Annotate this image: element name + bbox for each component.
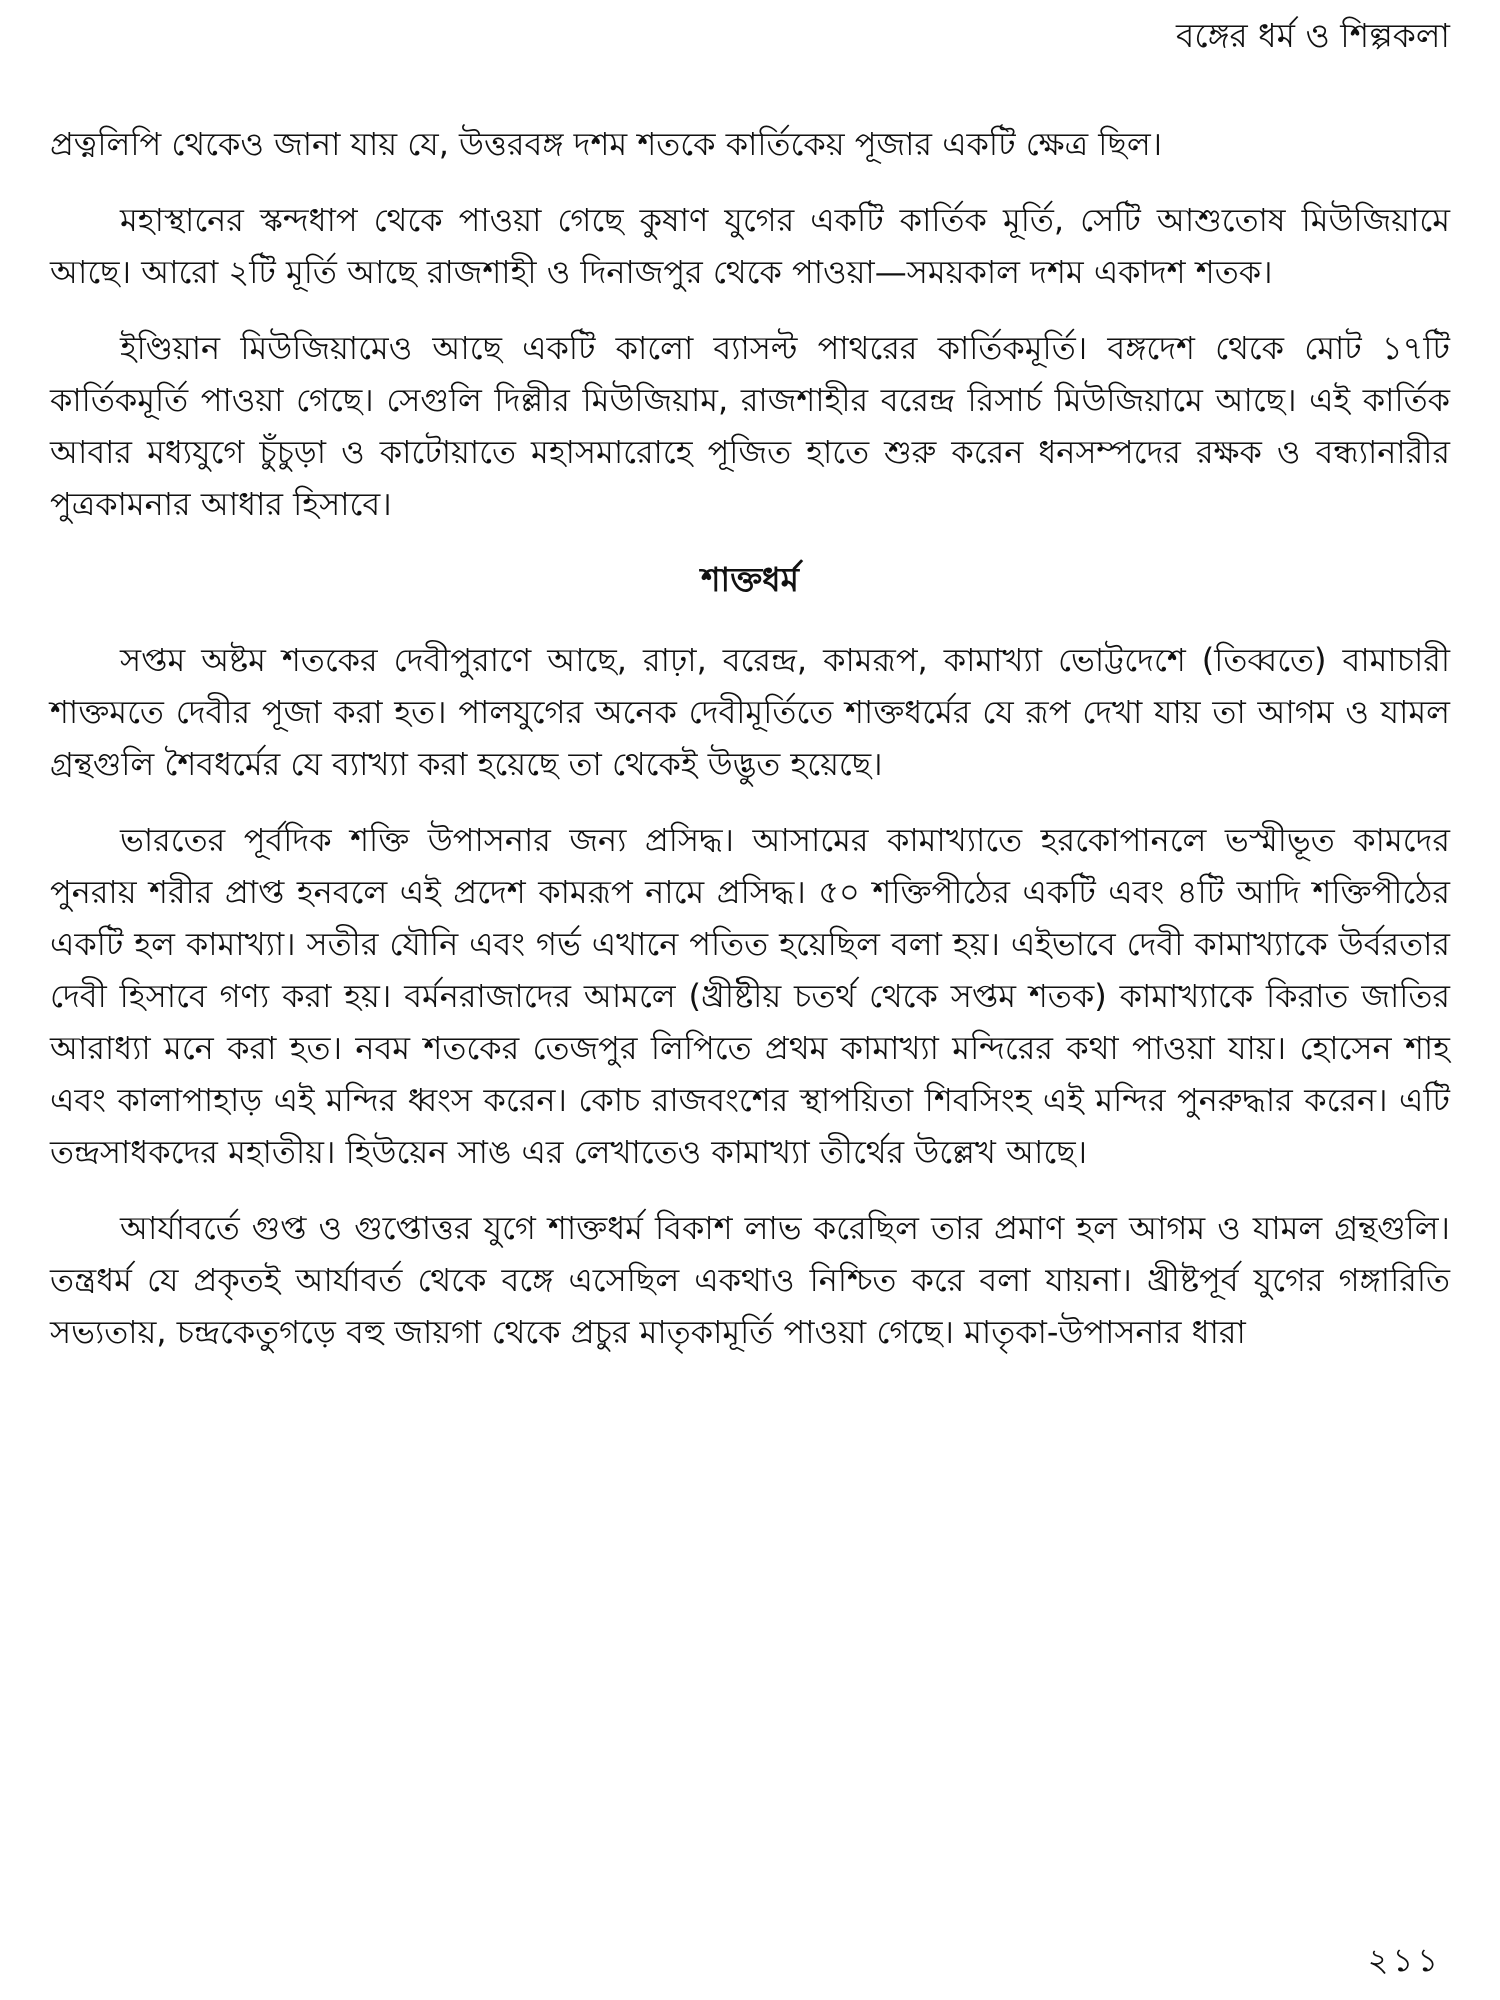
- paragraph-6: আর্যাবর্তে গুপ্ত ও গুপ্তোত্তর যুগে শাক্তধর্ম বিকাশ লাভ করেছিল তার প্রমাণ হল আগম ও যামল গ্রন্থগুলি। তন্ত্রধর্ম যে প্রকৃতই আর্যাবর্ত থেকে বঙ্গে এসেছিল একথাও নিশ্চিত করে বলা যায়না। খ্রীষ্টপূর্ব যুগের গঙ্গারিতি সভ্যতায়, চন্দ্রকেতুগড়ে বহু জায়গা থেকে প্রচুর মাতৃকামূর্তি পাওয়া গেছে। মাতৃকা-উপাসনার ধারা: [50, 1209, 1450, 1351]
- page-body: [50, 118, 1450, 1382]
- running-header: বঙ্গের ধর্ম ও শিল্পকলা: [1175, 16, 1450, 55]
- page-number: ২১১: [1367, 1941, 1442, 1979]
- paragraph-2: মহাস্থানের স্কন্দধাপ থেকে পাওয়া গেছে কুষাণ যুগের একটি কার্তিক মূর্তি, সেটি আশুতোষ মিউজিয়ামে আছে। আরো ২টি মূর্তি আছে রাজশাহী ও দিনাজপুর থেকে পাওয়া—সময়কাল দশম একাদশ শতক।: [50, 201, 1450, 291]
- paragraph-3: ইণ্ডিয়ান মিউজিয়ামেও আছে একটি কালো ব্যাসল্ট পাথরের কার্তিকমূর্তি। বঙ্গদেশ থেকে মোট ১৭টি কার্তিকমূর্তি পাওয়া গেছে। সেগুলি দিল্লীর মিউজিয়াম, রাজশাহীর বরেন্দ্র রিসার্চ মিউজিয়ামে আছে। এই কার্তিক আবার মধ্যযুগে চুঁচুড়া ও কাটোয়াতে মহাসমারোহে পূজিত হাতে শুরু করেন ধনসম্পদের রক্ষক ও বন্ধ্যানারীর পুত্রকামনার আধার হিসাবে।: [50, 329, 1450, 523]
- section-heading: শাক্তধর্ম: [701, 560, 799, 599]
- paragraph-5: ভারতের পূর্বদিক শক্তি উপাসনার জন্য প্রসিদ্ধ। আসামের কামাখ্যাতে হরকোপানলে ভস্মীভূত কামদের পুনরায় শরীর প্রাপ্ত হনবলে এই প্রদেশ কামরূপ নামে প্রসিদ্ধ। ৫০ শক্তিপীঠের একটি এবং ৪টি আদি শক্তিপীঠের একটি হল কামাখ্যা। সতীর যৌনি এবং গর্ভ এখানে পতিত হয়েছিল বলা হয়। এইভাবে দেবী কামাখ্যাকে উর্বরতার দেবী হিসাবে গণ্য করা হয়। বর্মনরাজাদের আমলে (খ্রীষ্টীয় চতর্থ থেকে সপ্তম শতক) কামাখ্যাকে কিরাত জাতির আরাধ্যা মনে করা হত। নবম শতকের তেজপুর লিপিতে প্রথম কামাখ্যা মন্দিরের কথা পাওয়া যায়। হোসেন শাহ এবং কালাপাহাড় এই মন্দির ধ্বংস করেন। কোচ রাজবংশের স্থাপয়িতা শিবসিংহ এই মন্দির পুনরুদ্ধার করেন। এটি তন্দ্রসাধকদের মহাতীয়। হিউয়েন সাঙ এর লেখাতেও কামাখ্যা তীর্থের উল্লেখ আছে।: [50, 821, 1450, 1171]
- paragraph-1: প্রত্নলিপি থেকেও জানা যায় যে, উত্তরবঙ্গ দশম শতকে কার্তিকেয় পূজার একটি ক্ষেত্র ছিল।: [50, 125, 1163, 163]
- paragraph-4: সপ্তম অষ্টম শতকের দেবীপুরাণে আছে, রাঢ়া, বরেন্দ্র, কামরূপ, কামাখ্যা ভোট্টদেশে (তিব্বতে) বামাচারী শাক্তমতে দেবীর পূজা করা হত। পালযুগের অনেক দেবীমূর্তিতে শাক্তধর্মের যে রূপ দেখা যায় তা আগম ও যামল গ্রন্থগুলি শৈবধর্মের যে ব্যাখ্যা করা হয়েছে তা থেকেই উদ্ভুত হয়েছে।: [50, 641, 1450, 783]
